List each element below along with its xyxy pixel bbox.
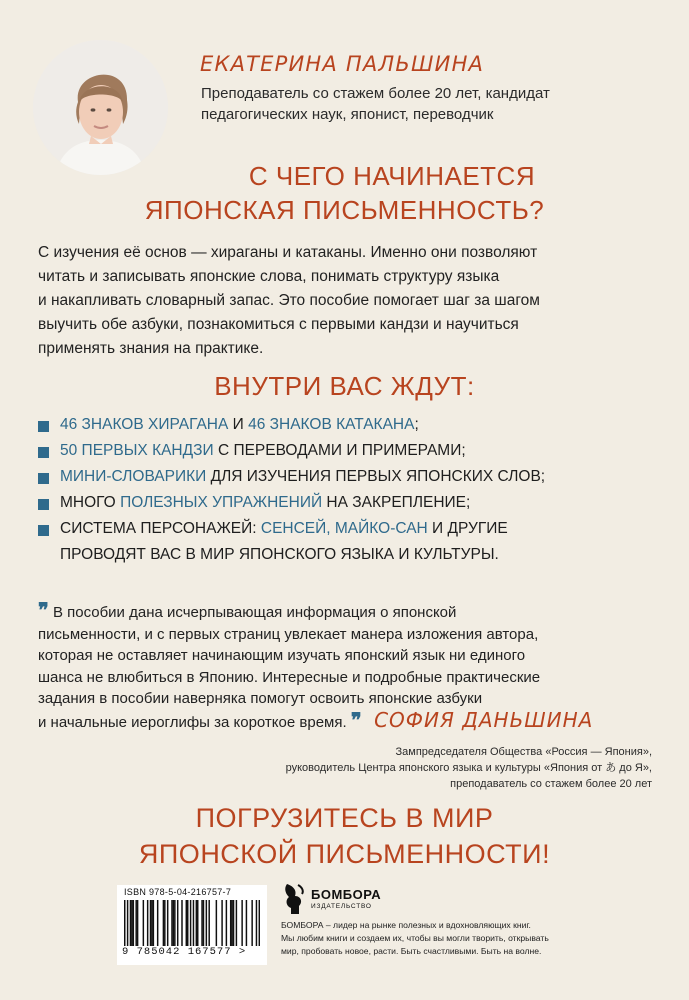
bullet-square-icon (38, 499, 49, 510)
barcode-bar (173, 900, 174, 946)
barcode-bar (186, 900, 187, 946)
barcode-bar (201, 900, 202, 946)
feature-item (38, 516, 668, 568)
barcode-bar (124, 900, 125, 946)
closing-heading-line: ПОГРУЗИТЕСЬ В МИР (195, 803, 494, 833)
main-heading (0, 159, 689, 227)
barcode-bar (153, 900, 154, 946)
feature-text: С ПЕРЕВОДАМИ И ПРИМЕРАМИ; (213, 442, 466, 459)
barcode-bar (256, 900, 257, 946)
barcode-bar (208, 900, 209, 946)
feature-highlight: МИНИ-СЛОВАРИКИ (60, 468, 207, 485)
barcode-bar (127, 900, 128, 946)
barcode-bar (231, 900, 232, 946)
feature-text: МНОГО (60, 494, 121, 511)
quote-line (38, 707, 663, 734)
closing-heading (0, 800, 689, 872)
feature-highlight: ПОЛЕЗНЫХ УПРАЖНЕНИЙ (120, 494, 323, 511)
credential-line: преподаватель со стажем более 20 лет (450, 778, 652, 790)
quote-line: которая не оставляет начинающим изучать японский язык ни единого (38, 647, 526, 664)
intro-paragraph (38, 241, 658, 361)
barcode-bar (151, 900, 152, 946)
barcode-bar (216, 900, 217, 946)
barcode-bar (251, 900, 252, 946)
inside-heading: ВНУТРИ ВАС ЖДУТ: (214, 371, 475, 401)
barcode-icon (124, 900, 260, 946)
quote-open-icon: ❞ (38, 598, 49, 622)
isbn-label: ISBN 978-5-04-216757-7 (124, 887, 232, 897)
barcode-bar (181, 900, 182, 946)
intro-line: применять знания на практике. (38, 340, 264, 357)
intro-line: и накапливать словарный запас. Это пособие помогает шаг за шагом (38, 292, 540, 309)
barcode-bar (167, 900, 168, 946)
feature-text: ДЛЯ ИЗУЧЕНИЯ ПЕРВЫХ ЯПОНСКИХ СЛОВ; (206, 468, 546, 485)
barcode-bar (203, 900, 204, 946)
bullet-square-icon (38, 447, 49, 458)
author-description-line: педагогических наук, японист, переводчик (201, 106, 494, 123)
feature-item (38, 490, 668, 516)
feature-item (38, 412, 668, 438)
quote-close-icon: ❞ (350, 707, 362, 732)
barcode-bar (174, 900, 175, 946)
barcode-bar (196, 900, 197, 946)
feature-highlight: 46 ЗНАКОВ ХИРАГАНА (60, 416, 229, 433)
bullet-square-icon (38, 525, 49, 536)
barcode-bar (164, 900, 165, 946)
barcode-bar (147, 900, 148, 946)
credential-line: руководитель Центра японского языка и культуры «Япония от あ до Я», (285, 762, 652, 774)
main-heading-line: С ЧЕГО НАЧИНАЕТСЯ (248, 161, 536, 191)
barcode-bar (137, 900, 138, 946)
barcode-bar (221, 900, 222, 946)
author-photo (33, 40, 168, 175)
quote-line: письменности, и с первых страниц увлекает манера изложения автора, (38, 625, 539, 643)
quote-line (38, 598, 663, 624)
review-quote (38, 598, 663, 733)
barcode-bar (206, 900, 207, 946)
author-description-line: Преподаватель со стажем более 20 лет, кандидат (201, 85, 550, 102)
feature-highlight: СЕНСЕЙ, МАЙКО-САН (260, 520, 428, 537)
feature-text: И ДРУГИЕ (427, 520, 508, 537)
feature-text: СИСТЕМА ПЕРСОНАЖЕЙ: (60, 520, 261, 537)
author-description (201, 83, 671, 125)
intro-line: выучить обе азбуки, познакомиться с первыми кандзи и научиться (38, 316, 519, 333)
barcode-bar (230, 900, 231, 946)
feature-text: И (228, 416, 249, 433)
barcode-bar (246, 900, 247, 946)
barcode-bar (131, 900, 132, 946)
barcode-bar (143, 900, 144, 946)
feature-item (38, 438, 668, 464)
intro-line: С изучения её основ — хираганы и катаканы. Именно они позволяют (38, 244, 538, 261)
barcode-digits: 9 785042 167577 > (122, 946, 247, 958)
barcode-bar (233, 900, 234, 946)
publisher-description-line: мир, пробовать новое, расти. Быть счастливыми. Быть на волне. (281, 946, 542, 956)
author-name: ЕКАТЕРИНА ПАЛЬШИНА (200, 52, 485, 76)
feature-highlight: 50 ПЕРВЫХ КАНДЗИ (60, 442, 214, 459)
bullet-square-icon (38, 473, 49, 484)
author-portrait (33, 40, 168, 175)
feature-text: ПРОВОДЯТ ВАС В МИР ЯПОНСКОГО ЯЗЫКА И КУЛЬТУРЫ. (60, 546, 499, 563)
barcode-bar (133, 900, 134, 946)
barcode-bar (150, 900, 151, 946)
barcode-bar (171, 900, 172, 946)
barcode-bar (135, 900, 136, 946)
publisher-description-line: Мы любим книги и создаем их, чтобы вы могли творить, открывать (281, 933, 549, 943)
quote-text: и начальные иероглифы за короткое время. (38, 713, 347, 731)
publisher-subtitle: ИЗДАТЕЛЬСТВО (311, 903, 372, 910)
barcode-bar (190, 900, 191, 946)
quote-author-credentials (182, 744, 652, 792)
quote-author: СОФИЯ ДАНЬШИНА (374, 707, 594, 732)
publisher-name: БОМБОРА (311, 887, 382, 902)
barcode-bar (163, 900, 164, 946)
barcode-bar (177, 900, 178, 946)
barcode-bar (259, 900, 260, 946)
closing-heading-line: ЯПОНСКОЙ ПИСЬМЕННОСТИ! (138, 839, 551, 869)
publisher-description (281, 919, 661, 958)
feature-item (38, 464, 668, 490)
credential-line: Зампредседателя Общества «Россия — Япония», (395, 746, 652, 758)
barcode-bar (241, 900, 242, 946)
main-heading-line: ЯПОНСКАЯ ПИСЬМЕННОСТЬ? (144, 195, 545, 225)
barcode-bar (197, 900, 198, 946)
publisher-description-line: БОМБОРА – лидер на рынке полезных и вдохновляющих книг. (281, 920, 531, 930)
barcode-bar (187, 900, 188, 946)
quote-line: задания в пособии наверняка помогут освоить японские азбуки (38, 690, 483, 707)
intro-line: читать и записывать японские слова, понимать структуру языка (38, 268, 500, 285)
barcode-bar (157, 900, 158, 946)
feature-text: НА ЗАКРЕПЛЕНИЕ; (322, 494, 471, 511)
feature-highlight: 46 ЗНАКОВ КАТАКАНА (248, 416, 415, 433)
features-list (38, 412, 668, 568)
barcode-bar (130, 900, 131, 946)
bombora-logo-icon (283, 882, 307, 916)
barcode-bar (236, 900, 237, 946)
bullet-square-icon (38, 421, 49, 432)
quote-line: шанса не влюбиться в Японию. Интересные и подробные практические (38, 668, 541, 686)
barcode-bar (226, 900, 227, 946)
barcode-bar (193, 900, 194, 946)
feature-text: ; (414, 416, 419, 433)
quote-text: В пособии дана исчерпывающая информация о японской (52, 604, 457, 621)
